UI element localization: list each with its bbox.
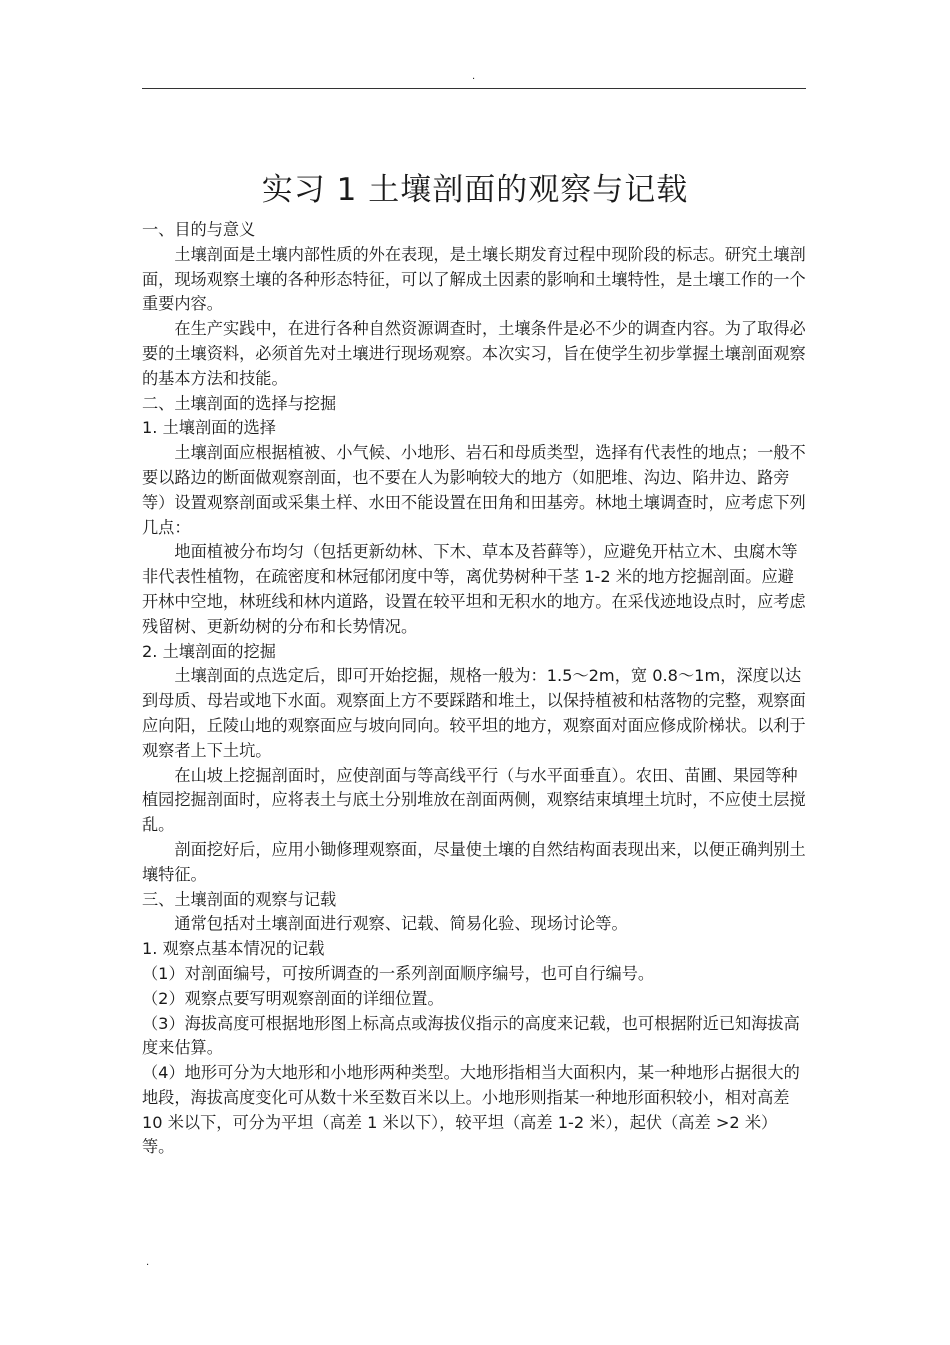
header-dot: . [472,71,476,82]
paragraph: 三、土壤剖面的观察与记载 [142,889,337,909]
paragraph: 二、土壤剖面的选择与挖掘 [142,393,337,413]
header-rule [142,88,806,89]
paragraph: 在山坡上挖掘剖面时，应使剖面与等高线平行（与水平面垂直）。农田、苗圃、果园等种植园挖掘剖面时，应将表土与底土分别堆放在剖面两侧，观察结束填埋土坑时，不应使土层搅乱。 [142,765,806,835]
paragraph: 剖面挖好后，应用小锄修理观察面，尽量使土壤的自然结构面表现出来，以便正确判别土壤特征。 [142,839,806,884]
paragraph: 一、目的与意义 [142,220,256,239]
paragraph: 土壤剖面的点选定后，即可开始挖掘，规格一般为：1.5～2m，宽 0.8～1m，深度以达到母质、母岩或地下水面。观察面上方不要踩踏和堆土，以保持植被和枯落物的完整，观察面应向阳，丘陵山地的观察面应与坡向同向。较平坦的地方，观察面对面应修成阶梯状。以利于观察者上下土坑。 [142,666,806,760]
paragraph: 1. 观察点基本情况的记载 [142,939,325,959]
paragraph: （4）地形可分为大地形和小地形两种类型。大地形指相当大面积内，某一种地形占据很大的地段，海拔高度变化可从数十米至数百米以上。小地形则指某一种地形面积较小，相对高差 10 米以下，可分为平坦（高差 1 米以下），较平坦（高差 1-2 米），起伏（高差 >2 米）等。 [142,1063,800,1157]
paragraph: 在生产实践中，在进行各种自然资源调查时，土壤条件是必不少的调查内容。为了取得必要的土壤资料，必须首先对土壤进行现场观察。本次实习，旨在使学生初步掌握土壤剖面观察的基本方法和技能。 [142,319,806,388]
paragraph: （3）海拔高度可根据地形图上标高点或海拔仪指示的高度来记载，也可根据附近已知海拔高度来估算。 [142,1013,800,1058]
footer-dot: . [146,1257,150,1268]
paragraph: 土壤剖面是土壤内部性质的外在表现，是土壤长期发育过程中现阶段的标志。研究土壤剖面，现场观察土壤的各种形态特征，可以了解成土因素的影响和土壤特性，是土壤工作的一个重要内容。 [142,244,806,314]
paragraph: （1）对剖面编号，可按所调查的一系列剖面顺序编号，也可自行编号。 [142,963,655,983]
paragraph: 1. 土壤剖面的选择 [142,418,276,438]
paragraph: 2. 土壤剖面的挖掘 [142,641,276,661]
paragraph: 土壤剖面应根据植被、小气候、小地形、岩石和母质类型，选择有代表性的地点；一般不要以路边的断面做观察剖面，也不要在人为影响较大的地方（如肥堆、沟边、陷井边、路旁等）设置观察剖面或采集土样、水田不能设置在田角和田基旁。林地土壤调查时，应考虑下列几点： [142,443,806,537]
document-body [142,218,806,1160]
page-title: 实习 1 土壤剖面的观察与记载 [261,171,689,208]
paragraph: （2）观察点要写明观察剖面的详细位置。 [142,988,444,1008]
paragraph: 通常包括对土壤剖面进行观察、记载、简易化验、现场讨论等。 [174,914,628,934]
paragraph: 地面植被分布均匀（包括更新幼林、下木、草本及苔藓等），应避免开枯立木、虫腐木等非代表性植物，在疏密度和林冠郁闭度中等，离优势树种干茎 1-2 米的地方挖掘剖面。应避开林中空地，林班线和林内道路，设置在较平坦和无积水的地方。在采伐迹地设点时，应考虑残留树、更新幼树的分布和长势情况。 [142,542,806,636]
